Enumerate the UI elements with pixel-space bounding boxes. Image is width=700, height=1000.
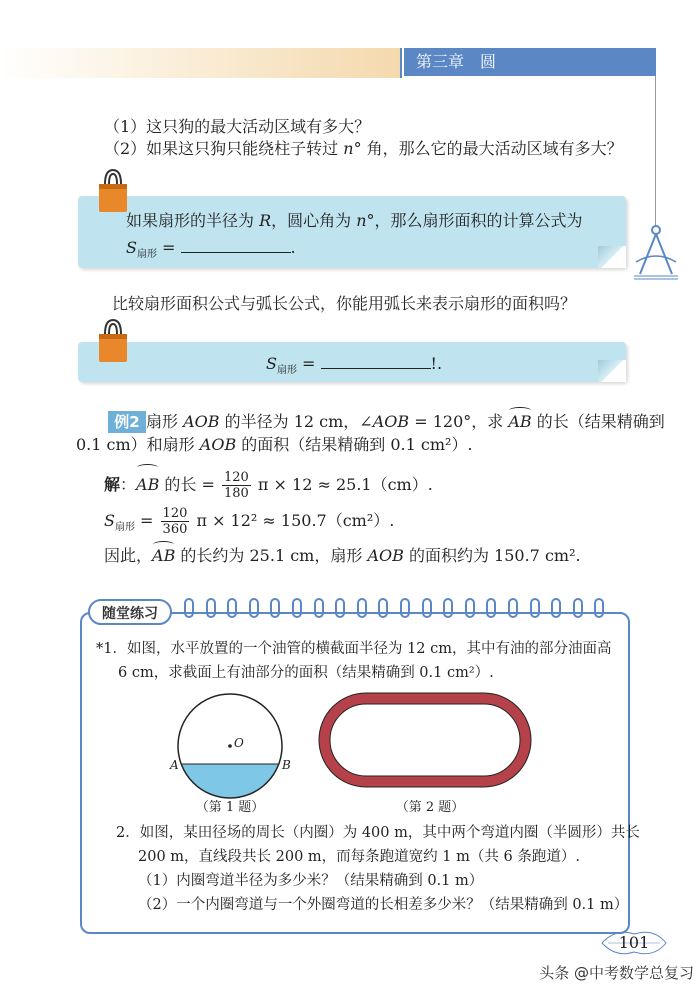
equals-sign: =	[156, 238, 181, 257]
tail-mark: !.	[430, 354, 443, 373]
binding-ring	[270, 598, 280, 618]
solution-label: 解	[104, 475, 121, 494]
solution-line-2	[104, 504, 394, 545]
binding-ring	[314, 598, 324, 618]
margin-line	[655, 76, 656, 226]
answer-blank	[321, 352, 431, 369]
binding-ring	[335, 598, 345, 618]
watermark: 头条 @中考数学总复习	[539, 964, 694, 982]
label-A: A	[170, 758, 179, 772]
text: 的半径为 12 cm，∠	[219, 412, 373, 431]
var-S: S	[266, 354, 277, 373]
text: π × 12 ≈ 25.1（cm）.	[252, 475, 433, 494]
equals-sign: =	[296, 354, 321, 373]
arc-AB: AB	[152, 546, 176, 565]
compass-icon	[630, 222, 682, 280]
text: = 120°，求	[409, 412, 509, 431]
callout1-sentence	[126, 210, 583, 232]
binding-ring	[378, 598, 388, 618]
page-fold	[598, 246, 626, 268]
binder-clip-icon	[96, 318, 130, 364]
binding-ring	[184, 598, 194, 618]
text: =	[134, 511, 159, 530]
example-tag: 例2	[108, 411, 146, 433]
question-1: （1）这只狗的最大活动区域有多大？	[104, 117, 371, 136]
text: 的长约为 25.1 cm，扇形	[175, 546, 368, 565]
binding-ring	[443, 598, 453, 618]
practice-2-sub-1: （1）内圈弯道半径为多少米？（结果精确到 0.1 m）	[138, 873, 484, 889]
callout1-text-a: 如果扇形的半径为	[126, 211, 260, 230]
text: ：	[120, 475, 137, 494]
callout1-formula	[126, 236, 296, 266]
figure-1-caption: （第 1 题）	[195, 800, 265, 815]
binding-ring	[508, 598, 518, 618]
conclusion-line	[104, 545, 581, 567]
var-S: S	[104, 511, 115, 530]
answer-blank	[181, 236, 291, 253]
text: 因此，	[104, 546, 153, 565]
binding-ring	[357, 598, 367, 618]
binding-ring	[530, 598, 540, 618]
question-2	[104, 138, 623, 160]
var-AOB: AOB	[372, 412, 410, 431]
text: 扇形	[146, 412, 184, 431]
var-R: R	[259, 211, 272, 230]
denominator: 360	[162, 522, 188, 537]
text: 0.1 cm）和扇形	[76, 435, 200, 454]
chapter-title: 第三章 圆	[404, 48, 656, 76]
practice-tab: 随堂练习	[88, 599, 172, 625]
text: 的长（结果精确到	[531, 412, 665, 431]
var-n: n	[356, 211, 367, 230]
binding-ring	[573, 598, 583, 618]
question-2-text-b: ° 角，那么它的最大活动区域有多大？	[353, 139, 623, 158]
binding-ring	[206, 598, 216, 618]
binding-ring	[465, 598, 475, 618]
practice-1-line-1: *1．如图，水平放置的一个油管的横截面半径为 12 cm，其中有油的部分油面高	[96, 641, 612, 657]
arc-AB: AB	[508, 412, 532, 431]
fraction-120-360	[161, 506, 190, 537]
binding-ring	[249, 598, 259, 618]
page-fold	[598, 360, 626, 382]
header-band	[0, 48, 400, 78]
label-B: B	[282, 758, 291, 772]
header-divider	[400, 48, 402, 78]
binding-ring	[292, 598, 302, 618]
arc-AB: AB	[136, 468, 159, 502]
callout2-formula	[266, 352, 442, 382]
text: 的长 =	[159, 475, 221, 494]
label-O: O	[234, 736, 244, 750]
binding-ring	[486, 598, 496, 618]
example-line-1	[146, 411, 665, 433]
text: 的面积约为 150.7 cm².	[403, 546, 581, 565]
denominator: 180	[224, 486, 249, 501]
binding-ring	[594, 598, 604, 618]
practice-2-line-2: 200 m，直线段共长 200 m，而每条跑道宽约 1 m（共 6 条跑道）.	[138, 849, 580, 865]
binding-ring	[400, 598, 410, 618]
callout1-text-b: ，圆心角为	[271, 211, 357, 230]
practice-2-line-1: 2．如图，某田径场的周长（内圈）为 400 m，其中两个弯道内圈（半圆形）共长	[116, 825, 640, 841]
solution-line-1	[104, 468, 433, 502]
subscript-sector: 扇形	[114, 522, 135, 534]
binding-ring	[227, 598, 237, 618]
text: π × 12² ≈ 150.7（cm²）.	[191, 511, 395, 530]
callout1-text-c: °，那么扇形面积的计算公式为	[366, 211, 583, 230]
oil-pipe-figure	[160, 690, 300, 802]
var-n: n	[343, 139, 354, 158]
numerator: 120	[224, 470, 249, 485]
period: .	[290, 238, 296, 257]
practice-2-sub-2: （2）一个内圈弯道与一个外圈弯道的长相差多少米？（结果精确到 0.1 m）	[138, 897, 629, 913]
binder-clip-icon	[96, 168, 130, 214]
practice-1-line-2: 6 cm，求截面上有油部分的面积（结果精确到 0.1 cm²）.	[118, 665, 494, 681]
fraction-120-180	[222, 470, 251, 501]
var-AOB: AOB	[199, 435, 237, 454]
var-AOB: AOB	[367, 546, 404, 565]
text: 的面积（结果精确到 0.1 cm²）.	[236, 435, 473, 454]
var-AOB: AOB	[183, 412, 220, 431]
binding-ring	[551, 598, 561, 618]
compare-prompt: 比较扇形面积公式与弧长公式，你能用弧长来表示扇形的面积吗？	[112, 294, 577, 313]
binding-ring	[422, 598, 432, 618]
running-track-figure	[316, 690, 534, 790]
page-number: 101	[618, 933, 650, 952]
numerator: 120	[162, 506, 188, 521]
figure-2-caption: （第 2 题）	[395, 800, 465, 815]
example-line-2	[76, 434, 473, 456]
question-2-text: （2）如果这只狗只能绕柱子转过	[104, 139, 344, 158]
subscript-sector: 扇形	[276, 365, 297, 377]
var-S: S	[126, 238, 137, 257]
subscript-sector: 扇形	[136, 249, 157, 261]
